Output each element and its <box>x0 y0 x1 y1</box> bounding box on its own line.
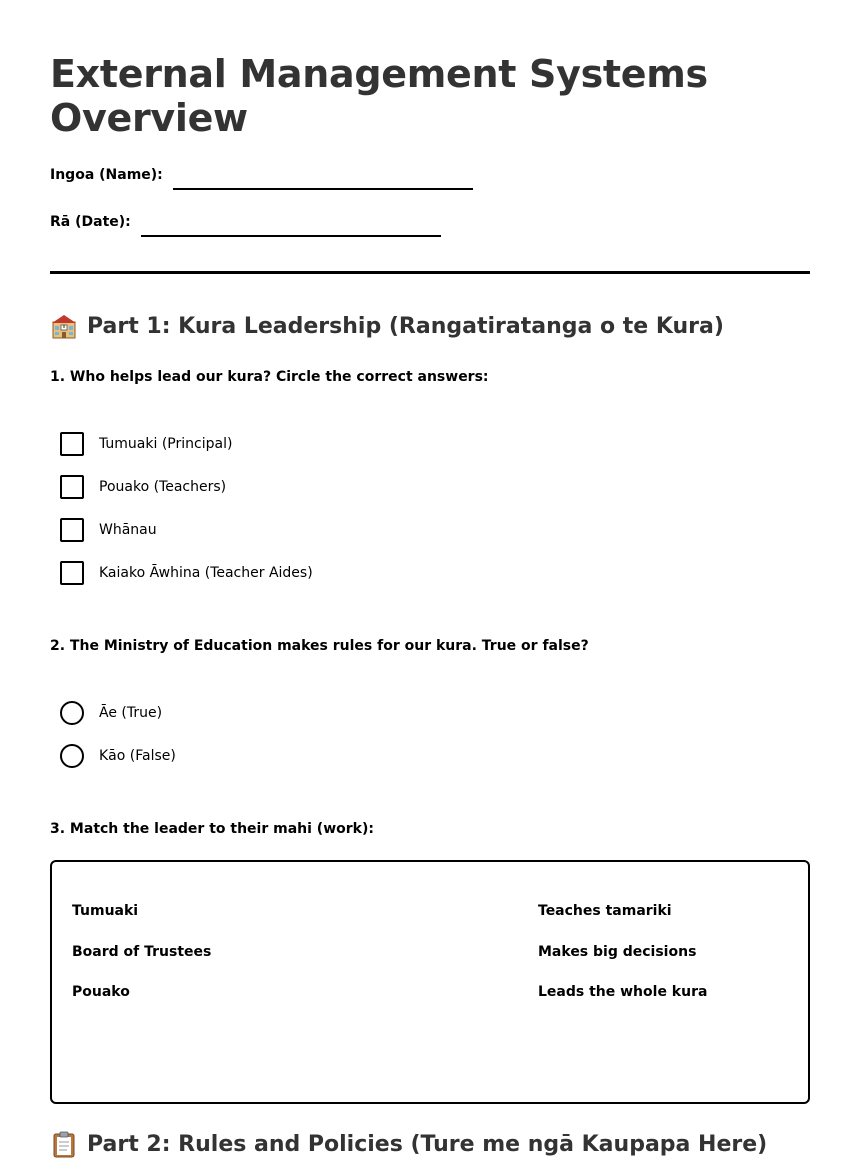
question-1: 1. Who helps lead our kura? Circle the correct answers: <box>50 369 489 385</box>
part2-heading <box>50 1130 767 1158</box>
date-blank-line[interactable] <box>141 235 441 237</box>
option-label: Whānau <box>99 522 157 538</box>
name-field-row <box>50 166 473 184</box>
clipboard-emoji-icon <box>50 1130 78 1158</box>
radio-button[interactable] <box>60 744 84 768</box>
option-label: Kāo (False) <box>99 748 176 764</box>
match-right-item[interactable]: Leads the whole kura <box>538 984 708 1000</box>
q1-option-whanau[interactable] <box>60 518 157 542</box>
date-label: Rā (Date): <box>50 214 131 230</box>
match-left-item[interactable]: Tumuaki <box>72 903 139 919</box>
match-right-item[interactable]: Makes big decisions <box>538 944 697 960</box>
q2-option-true[interactable] <box>60 701 162 725</box>
option-label: Pouako (Teachers) <box>99 479 227 495</box>
match-left-item[interactable]: Board of Trustees <box>72 944 212 960</box>
match-left-item[interactable]: Pouako <box>72 984 130 1000</box>
option-label: Tumuaki (Principal) <box>99 436 233 452</box>
q1-option-tumuaki[interactable] <box>60 432 232 456</box>
match-right-item[interactable]: Teaches tamariki <box>538 903 672 919</box>
q1-option-kaiako-awhina[interactable] <box>60 561 313 585</box>
option-label: Kaiako Āwhina (Teacher Aides) <box>99 565 313 581</box>
page-title: External Management Systems Overview <box>50 52 708 140</box>
checkbox[interactable] <box>60 561 84 585</box>
checkbox[interactable] <box>60 432 84 456</box>
q2-option-false[interactable] <box>60 744 176 768</box>
q1-option-pouako[interactable] <box>60 475 226 499</box>
part2-heading-text: Part 2: Rules and Policies (Ture me ngā Kaupapa Here) <box>87 1131 768 1157</box>
name-blank-line[interactable] <box>173 188 473 190</box>
radio-button[interactable] <box>60 701 84 725</box>
part1-heading <box>50 312 724 340</box>
checkbox[interactable] <box>60 475 84 499</box>
school-emoji-icon <box>50 312 78 340</box>
question-2: 2. The Ministry of Education makes rules for our kura. True or false? <box>50 638 589 654</box>
checkbox[interactable] <box>60 518 84 542</box>
part1-heading-text: Part 1: Kura Leadership (Rangatiratanga o te Kura) <box>87 313 724 339</box>
name-label: Ingoa (Name): <box>50 167 163 183</box>
matching-box <box>50 860 810 1104</box>
option-label: Āe (True) <box>99 705 163 721</box>
date-field-row <box>50 213 441 231</box>
header-divider <box>50 271 810 274</box>
question-3: 3. Match the leader to their mahi (work): <box>50 821 374 837</box>
